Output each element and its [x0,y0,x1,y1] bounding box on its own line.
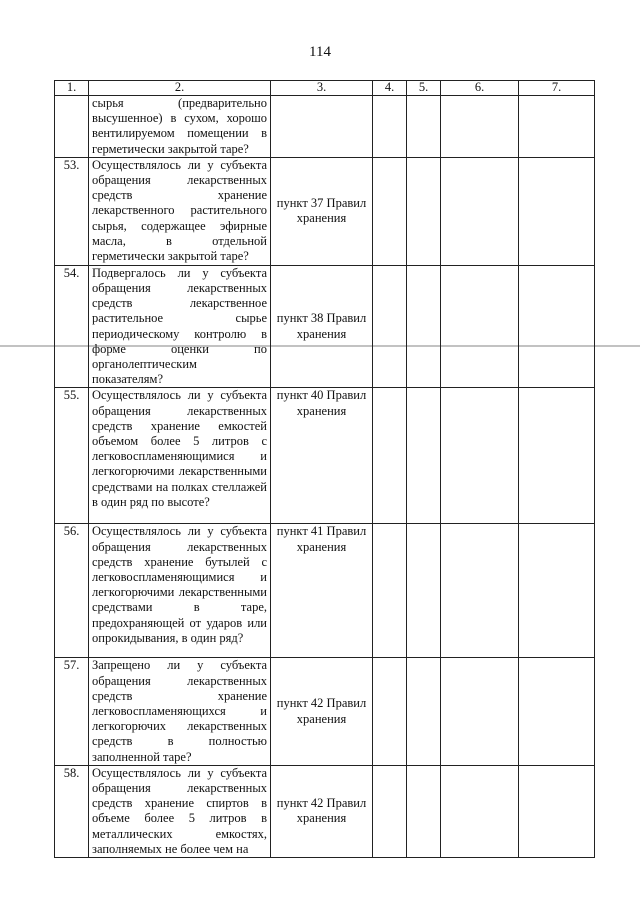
empty-cell [373,765,407,857]
empty-cell [407,265,441,388]
column-header: 4. [373,81,407,96]
row-number: 54. [55,265,89,388]
empty-cell [441,658,519,765]
empty-cell [373,524,407,658]
row-question: Осуществлялось ли у субъекта обращения лекарственных средств хранение емкостей объемом более 5 литров с легковоспламеняющимися и легкогорючими лекарственными средствами на полках стеллажей в один ряд по высоте? [89,388,271,524]
row-reference: пункт 37 Правил хранения [271,157,373,265]
row-question: Осуществлялось ли у субъекта обращения лекарственных средств хранение лекарственного растительного сырья, содержащее эфирные масла, в отдельной герметически закрытой таре? [89,157,271,265]
empty-cell [441,524,519,658]
row-reference: пункт 38 Правил хранения [271,265,373,388]
empty-cell [373,388,407,524]
table-row [55,96,595,158]
table-row [55,765,595,857]
checklist-table [54,80,595,858]
column-header: 7. [519,81,595,96]
empty-cell [407,96,441,158]
empty-cell [519,96,595,158]
column-header: 5. [407,81,441,96]
row-question: Запрещено ли у субъекта обращения лекарственных средств хранение легковоспламеняющихся и легкогорючих лекарственных средств в полностью заполненной таре? [89,658,271,765]
empty-cell [441,765,519,857]
table-row [55,524,595,658]
row-reference: пункт 42 Правил хранения [271,765,373,857]
empty-cell [519,388,595,524]
column-header: 2. [89,81,271,96]
row-reference: пункт 42 Правил хранения [271,658,373,765]
empty-cell [407,388,441,524]
empty-cell [373,658,407,765]
table-row [55,388,595,524]
row-number [55,96,89,158]
row-question: Осуществлялось ли у субъекта обращения лекарственных средств хранение спиртов в объеме более 5 литров в металлических емкостях, заполняемых не более чем на [89,765,271,857]
empty-cell [519,157,595,265]
column-header: 6. [441,81,519,96]
page-number: 114 [309,44,331,60]
empty-cell [441,96,519,158]
table-row [55,658,595,765]
empty-cell [441,388,519,524]
table-row [55,157,595,265]
empty-cell [407,524,441,658]
row-question: Подвергалось ли у субъекта обращения лекарственных средств лекарственное растительное сырье периодическому контролю в форме оценки по органолептическим показателям? [89,265,271,388]
empty-cell [441,265,519,388]
row-number: 56. [55,524,89,658]
row-number: 58. [55,765,89,857]
empty-cell [519,524,595,658]
row-question: Осуществлялось ли у субъекта обращения лекарственных средств хранение бутылей с легковоспламеняющимися и легкогорючими лекарственными средствами в таре, предохраняющей от ударов или опрокидывания, в один ряд? [89,524,271,658]
row-number: 53. [55,157,89,265]
header-row [55,81,595,96]
row-reference [271,96,373,158]
row-number: 55. [55,388,89,524]
column-header: 1. [55,81,89,96]
row-number: 57. [55,658,89,765]
empty-cell [441,157,519,265]
row-question: сырья (предварительно высушенное) в сухом, хорошо вентилируемом помещении в герметически закрытой таре? [89,96,271,158]
empty-cell [519,658,595,765]
empty-cell [373,157,407,265]
row-reference: пункт 40 Правил хранения [271,388,373,524]
row-reference: пункт 41 Правил хранения [271,524,373,658]
empty-cell [373,265,407,388]
column-header: 3. [271,81,373,96]
empty-cell [407,157,441,265]
empty-cell [519,765,595,857]
empty-cell [407,765,441,857]
empty-cell [373,96,407,158]
table-row [55,265,595,388]
empty-cell [519,265,595,388]
empty-cell [407,658,441,765]
